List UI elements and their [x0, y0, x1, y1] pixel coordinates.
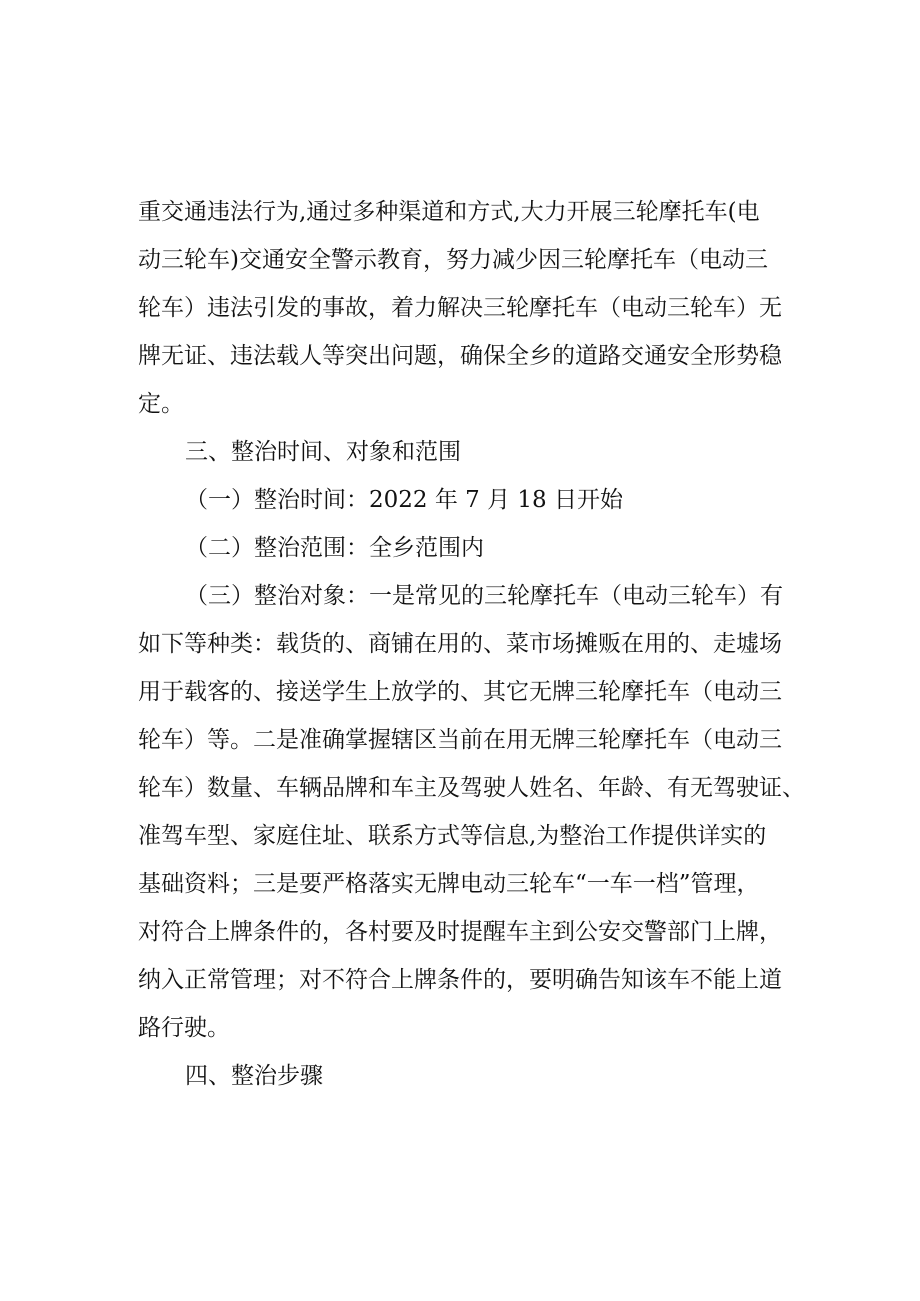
- section-heading: 四、整治步骤: [185, 1063, 323, 1089]
- text-line: 如下等种类：载货的、商铺在用的、菜市场摊贩在用的、走墟场: [138, 631, 782, 657]
- section-heading: 三、整治时间、对象和范围: [185, 439, 461, 465]
- subsection-line: （三）整治对象：一是常见的三轮摩托车（电动三轮车）有: [185, 583, 783, 609]
- text-line: 纳入正常管理；对不符合上牌条件的，要明确告知该车不能上道: [138, 967, 782, 993]
- text-line: 牌无证、违法载人等突出问题，确保全乡的道路交通安全形势稳: [138, 343, 782, 369]
- text-line: 用于载客的、接送学生上放学的、其它无牌三轮摩托车（电动三: [138, 679, 782, 705]
- text-line: 基础资料；三是要严格落实无牌电动三轮车“一车一档”管理，: [138, 871, 760, 897]
- text-line: 准驾车型、家庭住址、联系方式等信息,为整治工作提供详实的: [138, 823, 767, 849]
- subsection-line: （一）整治时间：2022 年 7 月 18 日开始: [185, 487, 623, 513]
- text-line: 轮车）等。二是准确掌握辖区当前在用无牌三轮摩托车（电动三: [138, 727, 782, 753]
- text-line: 重交通违法行为,通过多种渠道和方式,大力开展三轮摩托车(电: [138, 199, 760, 225]
- text-line: 轮车）数量、车辆品牌和车主及驾驶人姓名、年龄、有无驾驶证、: [138, 775, 805, 801]
- text-line: 定。: [138, 391, 184, 417]
- text-line: 路行驶。: [138, 1015, 230, 1041]
- text-line: 动三轮车)交通安全警示教育，努力减少因三轮摩托车（电动三: [138, 247, 768, 273]
- text-line: 轮车）违法引发的事故，着力解决三轮摩托车（电动三轮车）无: [138, 295, 782, 321]
- text-line: 对符合上牌条件的，各村要及时提醒车主到公安交警部门上牌，: [138, 919, 782, 945]
- subsection-line: （二）整治范围：全乡范围内: [185, 535, 484, 561]
